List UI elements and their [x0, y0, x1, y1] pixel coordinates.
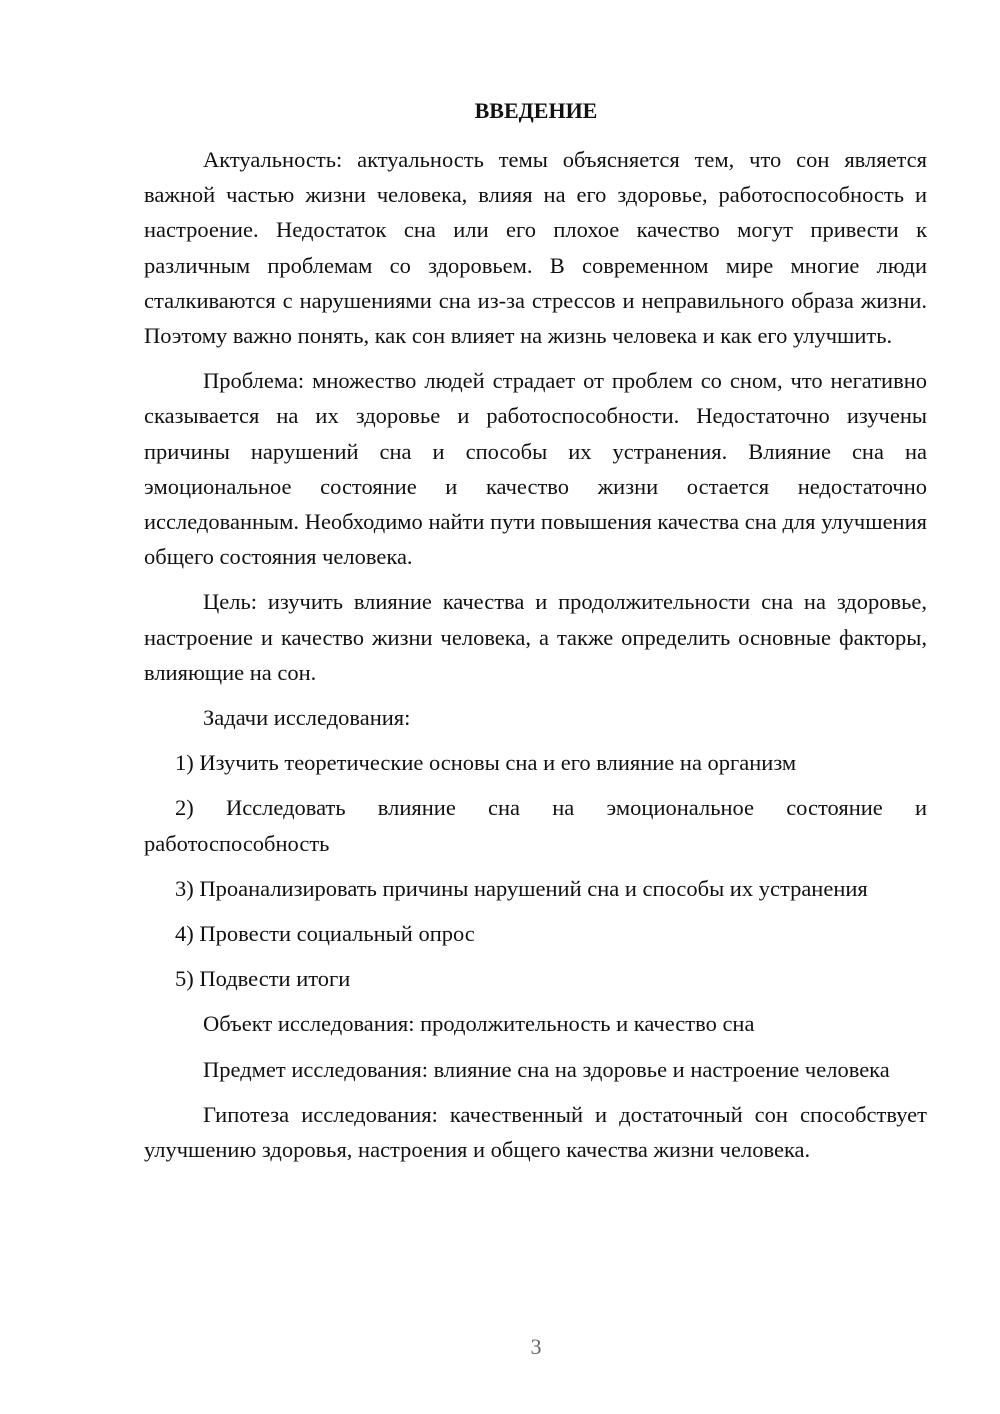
task-item-4: 4) Провести социальный опрос: [175, 921, 475, 947]
research-subject: Предмет исследования: влияние сна на здоровье и настроение человека: [203, 1056, 890, 1082]
page-title: ВВЕДЕНИЕ: [474, 98, 598, 123]
document-body: [144, 142, 927, 1177]
task-item-2: 2) Исследовать влияние сна на эмоциональное состояние и работоспособность: [144, 795, 927, 856]
task-item-3: 3) Проанализировать причины нарушений сна и способы их устранения: [175, 875, 868, 901]
page-number: 3: [530, 1334, 542, 1359]
task-item-1: 1) Изучить теоретические основы сна и его влияние на организм: [175, 750, 797, 776]
tasks-heading: Задачи исследования:: [203, 705, 411, 731]
goal-paragraph: Цель: изучить влияние качества и продолжительности сна на здоровье, настроение и качество жизни человека, а также определить основные факторы, влияющие на сон.: [144, 589, 927, 685]
relevance-paragraph: Актуальность: актуальность темы объясняется тем, что сон является важной частью жизни человека, влияя на его здоровье, работоспособность и настроение. Недостаток сна или его плохое качество могут привести к различным проблемам со здоровьем. В современном мире многие люди сталкиваются с нарушениями сна из-за стрессов и неправильного образа жизни. Поэтому важно понять, как сон влияет на жизнь человека и как его улучшить.: [144, 147, 927, 349]
research-hypothesis: Гипотеза исследования: качественный и достаточный сон способствует улучшению здоровья, настроения и общего качества жизни человека.: [144, 1101, 927, 1163]
task-item-5: 5) Подвести итоги: [175, 966, 351, 992]
problem-paragraph: Проблема: множество людей страдает от проблем со сном, что негативно сказывается на их здоровье и работоспособности. Недостаточно изучены причины нарушений сна и способы их устранения. Влияние сна на эмоциональное состояние и качество жизни остается недостаточно исследованным. Необходимо найти пути повышения качества сна для улучшения общего состояния человека.: [144, 368, 927, 570]
research-object: Объект исследования: продолжительность и качество сна: [203, 1011, 755, 1037]
